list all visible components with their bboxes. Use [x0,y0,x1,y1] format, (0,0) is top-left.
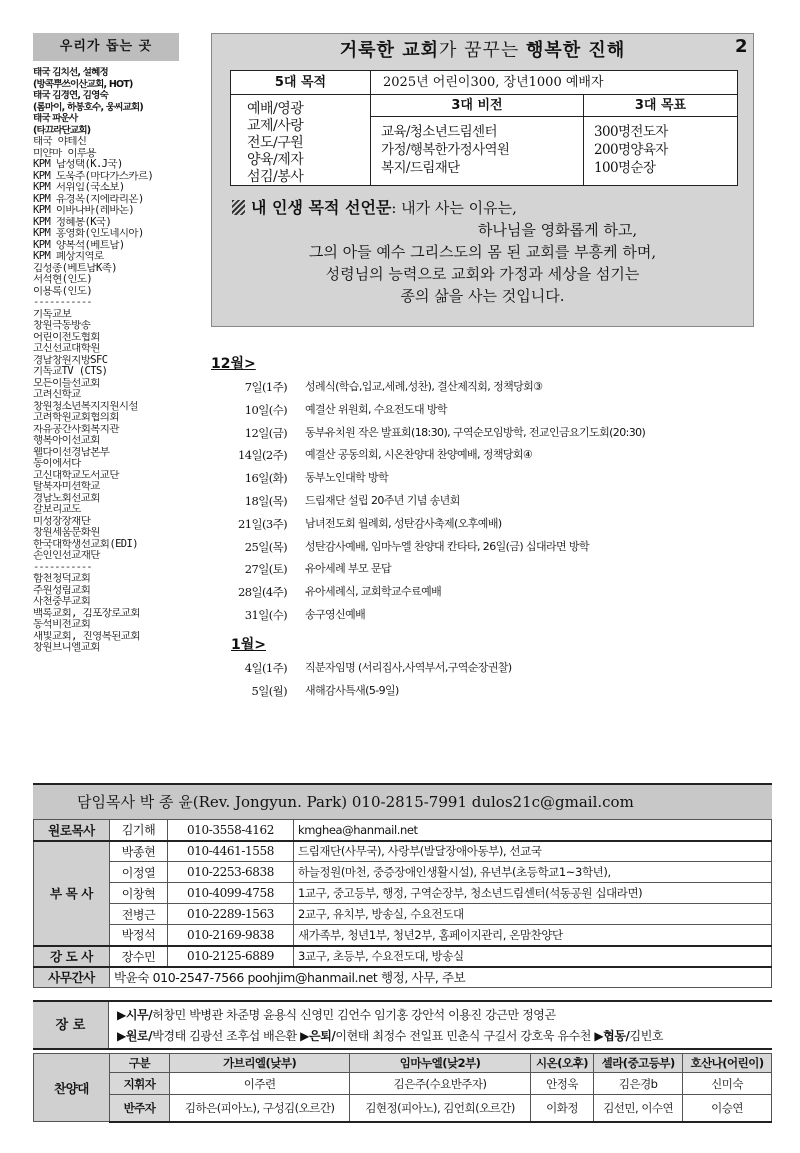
choir-table [33,1053,772,1123]
staff-duty: 하늘정원(마천, 중증장애인생활시설), 유년부(초등학교1~3학년), [294,862,772,883]
vision-item: 교육/청소년드림센터 [381,124,497,140]
event-date: 27일(토) [244,562,287,577]
choir-header-cell: 셀라(중고등부) [594,1054,683,1073]
event-date: 21일(3주) [238,516,287,531]
staff-name: 이정열 [110,862,168,883]
staff-phone: 010-2253-6838 [168,862,294,883]
schedule-row [211,467,771,490]
mission-line: 하나님을 영화롭게 하고, [477,221,638,239]
support-item: 기독교보 [33,308,72,320]
schedule-row [211,558,771,581]
support-item: 자유공간사회복지관 [33,423,119,435]
staff-duty: 새가족부, 청년1부, 청년2부, 홈페이지관리, 온맘찬양단 [294,925,772,946]
title-part-3: 행복한 진해 [526,40,626,61]
elders-lines [109,1002,772,1048]
support-item: 동이에서다 [33,458,81,469]
elders-section [33,1000,772,1050]
staff-name: 이창혁 [110,883,168,904]
purpose-item: 섬김/봉사 [247,169,304,185]
target-item: 200명양육자 [594,142,668,158]
support-item: 미얀마 이루용 [33,147,96,159]
month-heading: 12월> [211,356,256,372]
staff-role: 원로목사 [34,820,110,841]
purpose-item: 전도/구원 [247,135,304,151]
support-item: KPM 유경옥(지에라리온) [33,193,144,205]
event-date: 28일(4주) [238,585,287,600]
support-item: 주원성림교회 [33,584,91,596]
support-item: 고신선교대학원 [33,343,100,354]
event-date: 7일(1주) [244,380,287,394]
support-sidebar [33,33,179,778]
support-item: KPM 이바나바(레바논) [33,205,135,216]
target-item: 300명전도자 [594,124,668,140]
vision-item: 복지/드림재단 [381,160,460,176]
elders-names: 허창민 박병관 차준명 윤용식 신영민 김언수 임기홍 강안석 이용진 강근만 정영곤 [152,1008,556,1022]
choir-cell: 이승연 [683,1095,772,1122]
support-list [33,67,179,654]
support-item: 모든이들선교회 [33,377,100,389]
title-part-1: 거룩한 교회 [339,40,439,61]
staff-name: 전병근 [110,904,168,925]
event-date: 25일(목) [244,539,287,554]
schedule-row [211,490,771,513]
event-text: 예결산 공동의회, 시온찬양대 찬양예배, 정책당회④ [305,448,533,462]
schedule-row [211,376,771,399]
event-text: 직분자임명 (서리집사,사역부서,구역순장권찰) [305,660,512,674]
mission-title: 내 인생 목적 선언문 [251,198,392,217]
choir-cell: 김은경b [594,1073,683,1095]
target-list [584,117,737,177]
support-item: 경남창원지방SFC [33,354,108,366]
table-row [34,1054,772,1073]
choir-cell: 이화정 [530,1095,593,1122]
support-item: 손인인선교재단 [33,550,100,561]
support-item: 함천청덕교회 [33,573,91,584]
mission-statement [212,197,753,307]
staff-duty: 1교구, 중고등부, 행정, 구역순장부, 청소년드림센터(석동공원 십대라면) [294,883,772,904]
event-text: 유아세례 부모 문답 [305,562,392,576]
staff-phone: 010-2289-1563 [168,904,294,925]
three-targets [584,95,737,185]
choir-cell: 신미숙 [683,1073,772,1095]
support-item: 탈북자미션학교 [33,481,100,492]
support-item: KPM 도욱주(마다가스카르) [33,170,154,182]
support-item: KPM 정혜봉(K국) [33,216,112,228]
goals-table [230,70,738,186]
three-visions [371,95,584,185]
event-date: 4일(1주) [244,660,287,675]
support-item: (방콕뿌쓰이산교회, HOT) [33,78,133,90]
event-text: 새해감사특새(5-9일) [305,683,399,697]
support-item: 태국 김치선, 설혜정 [33,67,108,78]
support-item: (롬마이, 하봉호수, 웅씨교회) [33,101,143,113]
purpose-item: 양육/제자 [247,152,304,168]
staff-phone: 010-2169-9838 [168,925,294,946]
choir-role: 찬양대 [34,1054,110,1122]
page-title [212,34,753,68]
support-item: 기독교TV (CTS) [33,366,108,377]
support-item: KPM 폐상지역로 [33,251,104,262]
support-item: 고신대학교도서교단 [33,469,119,481]
vision-box [211,33,754,327]
mission-line: 종의 삶을 사는 것입니다. [400,287,565,305]
table-row [34,1073,772,1095]
support-item: 웰다이선경남본부 [33,446,110,458]
support-item: 태국 파운사 [33,113,78,124]
support-item: 백록교회, 김포장로교회 [33,607,140,619]
table-row [34,1095,772,1122]
staff-duty: 3교구, 초등부, 수요전도대, 방송실 [294,946,772,967]
choir-row-label: 반주자 [110,1095,170,1122]
event-text: 동부유치원 작은 발표회(18:30), 구역순모임방학, 전교인금요기도회(20:30) [305,425,646,439]
support-item: 고려학원교회협의회 [33,412,119,423]
staff-table [33,819,772,988]
staff-duty: 드림재단(사무국), 사랑부(발달장애아동부), 선교국 [294,841,772,862]
event-text: 예결산 위원회, 수요전도대 방학 [305,402,447,416]
five-purposes [231,95,371,185]
support-item: 창원청소년복지지원시설 [33,400,138,412]
event-date: 31일(수) [244,607,287,622]
elders-label: ▶시무/ [117,1008,153,1022]
choir-cell: 김하은(피아노), 구성김(오르간) [170,1095,350,1122]
support-item: 창원브니엘교회 [33,642,100,653]
choir-row-label: 지휘자 [110,1073,170,1095]
schedule-row [211,680,771,703]
elders-line-retired [117,1026,764,1047]
support-item: KPM 남성택(K.J국) [33,159,123,170]
support-item: 태국 야테신 [33,136,87,147]
choir-cell: 안정욱 [530,1073,593,1095]
divider: ----------- [33,297,92,308]
schedule-row [211,444,771,467]
table-row [34,946,772,967]
sidebar-title: 우리가 돕는 곳 [33,33,179,61]
staff-name: 장수민 [110,946,168,967]
support-item: 동석비전교회 [33,619,91,630]
mission-line: 그의 아들 예수 그리스도의 몸 된 교회를 부흥케 하며, [308,243,657,261]
support-item: 이용록(인도) [33,285,93,297]
support-item: 갈보리교도 [33,504,81,515]
title-part-2: 가 꿈꾸는 [439,40,526,61]
choir-cell: 김선민, 이수연 [594,1095,683,1122]
target-head: 3대 목표 [584,95,737,117]
elders-role: 장 로 [33,1002,109,1048]
schedule-row [211,399,771,422]
support-item: (타끄라단교회) [33,124,91,136]
support-item: KPM 홍영화(인도네시아) [33,228,144,239]
schedule-row [211,657,771,680]
event-text: 유아세례식, 교회학교수료예배 [305,585,442,599]
vision-head: 3대 비전 [371,95,583,117]
choir-header-cell: 가브리엘(낮부) [170,1054,350,1073]
office-info: 박윤숙 010-2547-7566 poohjim@hanmail.net 행정, 사무, 주보 [110,967,772,988]
event-date: 14일(2주) [238,448,287,463]
choir-cell: 김현정(피아노), 김언희(오르간) [350,1095,530,1122]
purpose-item: 예배/영광 [247,101,304,117]
staff-role: 사무간사 [34,967,110,988]
schedule-row [211,513,771,536]
support-item: 행복아이선교회 [33,435,100,446]
mission-line: 성령님의 능력으로 교회와 가정과 세상을 섬기는 [325,265,640,283]
event-text: 성례식(학습,입교,세례,성찬), 결산제직회, 정책당회③ [305,380,543,393]
schedule-row [211,422,771,445]
support-item: 사천중부교회 [33,596,91,607]
goal-text: 2025년 어린이300, 장년1000 예배자 [383,75,604,90]
table-row [34,820,772,841]
event-date: 5일(월) [251,683,287,698]
event-text: 송구영신예배 [305,607,366,621]
support-item: 김성종(베트남K족) [33,262,117,274]
event-text: 동부노인대학 방학 [305,471,389,485]
support-item: 태국 김경연, 김영숙 [33,90,108,101]
divider: ----------- [33,561,92,573]
table-row [34,967,772,988]
mission-line: : 내가 사는 이유는, [391,199,517,217]
staff-phone: 010-4099-4758 [168,883,294,904]
choir-header-cell: 구분 [110,1054,170,1073]
target-item: 100명순장 [594,160,656,176]
table-row [34,925,772,946]
schedule-row [211,604,771,627]
page-number: 2 [735,36,748,57]
staff-phone: 010-2125-6889 [168,946,294,967]
staff-phone: 010-4461-1558 [168,841,294,862]
support-item: 어린이전도협회 [33,331,100,343]
table-row [34,883,772,904]
purpose-item: 교제/사랑 [247,118,304,134]
staff-role: 부 목 사 [34,841,110,946]
staff-role: 강 도 사 [34,946,110,967]
choir-header-cell: 임마누엘(낮2부) [350,1054,530,1073]
staff-name: 김기해 [110,820,168,841]
hatched-square-icon [232,200,245,215]
vision-list [371,117,583,177]
event-text: 남녀전도회 월례회, 성탄감사축제(오후예배) [305,516,502,530]
goal-label: 5대 목적 [231,71,371,94]
staff-name: 박정석 [110,925,168,946]
support-item: 창원극동방송 [33,320,91,331]
vision-item: 가정/행복한가정사역원 [381,142,510,158]
elders-names: 박경태 김광선 조후섭 배은환 [152,1029,301,1043]
elders-label: ▶원로/ [117,1029,153,1043]
support-item: 미성장장재단 [33,515,91,527]
table-row [34,904,772,925]
support-item: 새빛교회, 진영복된교회 [33,630,140,642]
event-date: 12일(금) [244,425,287,440]
support-item: 창원세움문화원 [33,527,100,538]
elders-line-active [117,1005,764,1026]
event-text: 드림재단 설립 20주년 기념 송년회 [305,493,460,507]
event-date: 10일(수) [244,402,287,417]
table-row [34,841,772,862]
support-item: 서석현(인도) [33,274,93,285]
elders-label: ▶협동/ [594,1029,630,1043]
schedule [211,352,771,702]
choir-cell: 김은주(수요반주자) [350,1073,530,1095]
choir-cell: 이주련 [170,1073,350,1095]
support-item: 고려신학교 [33,389,81,400]
support-item: 경남노회선교회 [33,492,100,504]
event-date: 16일(화) [244,471,287,486]
elders-label: ▶은퇴/ [300,1029,336,1043]
senior-pastor-line: 담임목사 박 종 윤(Rev. Jongyun. Park) 010-2815-7991 dulos21c@gmail.com [33,783,772,819]
goal-detail-row [231,95,737,185]
mission-head [212,197,753,219]
choir-header-cell: 시온(오후) [530,1054,593,1073]
support-item: KPM 서위임(국소보) [33,182,125,193]
table-row [34,862,772,883]
staff-duty: 2교구, 유치부, 방송실, 수요전도대 [294,904,772,925]
support-item: KPM 양복석(베트남) [33,239,125,251]
elders-names: 김빈호 [629,1029,664,1043]
month-heading: 1월> [231,636,266,653]
staff-duty: kmghea@hanmail.net [294,820,772,841]
staff-name: 박종현 [110,841,168,862]
choir-header-cell: 호산나(어린이) [683,1054,772,1073]
event-text: 성탄감사예배, 임마누엘 찬양대 칸타타, 26일(금) 십대라면 방학 [305,539,589,553]
event-date: 18일(목) [244,493,287,508]
elders-names: 이현태 최정수 전일표 민춘식 구길서 강호욱 유수천 [335,1029,595,1043]
goal-row [231,71,737,95]
schedule-row [211,581,771,604]
schedule-row [211,536,771,559]
support-item: 한국대학생선교회(EDI) [33,538,138,550]
staff-phone: 010-3558-4162 [168,820,294,841]
